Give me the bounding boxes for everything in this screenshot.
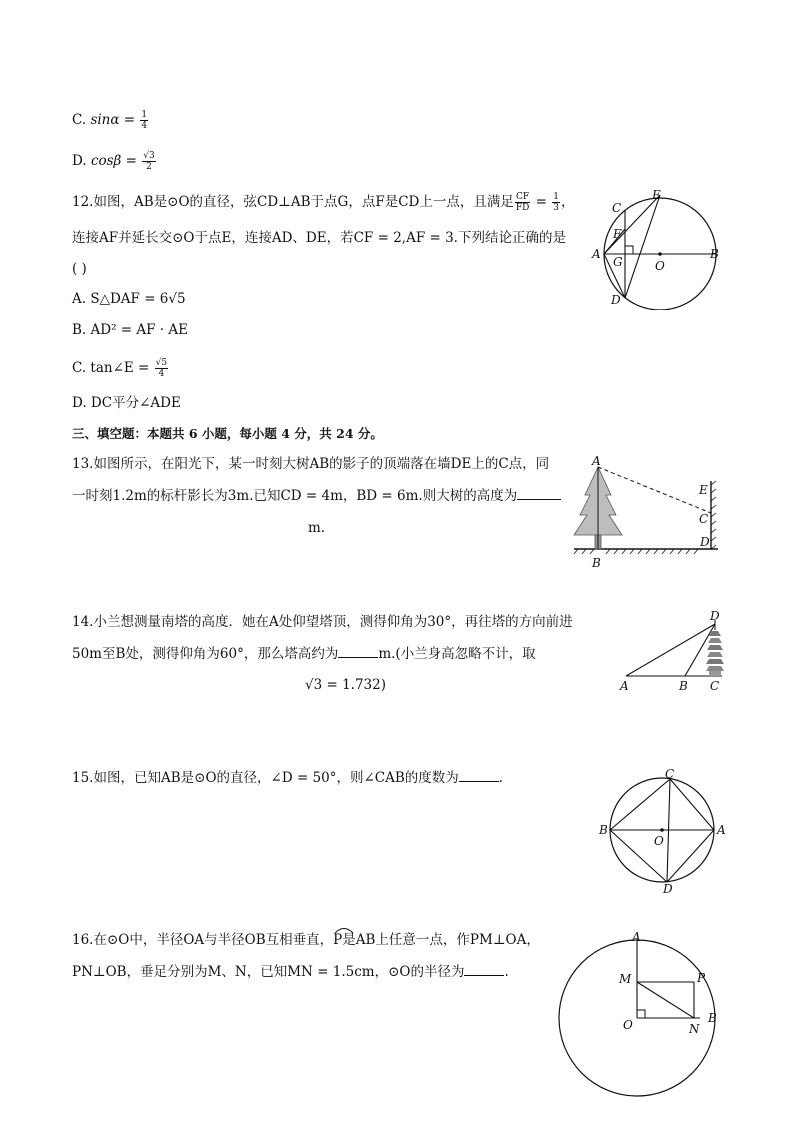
- arc-mark-icon: [333, 924, 355, 934]
- fraction: $\frac{1}{4}$: [141, 110, 148, 131]
- label-a: A: [620, 679, 629, 692]
- label-b: B: [710, 247, 719, 261]
- label-o: O: [623, 1018, 633, 1032]
- q12-stem-line3: ( ): [72, 261, 87, 277]
- q16-stem-line1: 16.在⊙O中，半径OA与半径OB互相垂直，P是AB上任意一点，作PM⊥OA，: [72, 932, 540, 948]
- label-a: A: [592, 454, 601, 468]
- center-dot: [660, 828, 664, 832]
- fraction: $\frac{√5}{4}$: [155, 358, 168, 379]
- q12-option-a: A. S△DAF = 6√5: [72, 291, 186, 307]
- fraction: $\frac{1}{3}$: [553, 192, 559, 213]
- answer-blank[interactable]: [464, 963, 504, 976]
- sun-ray-ac: [598, 467, 711, 513]
- answer-blank[interactable]: [517, 487, 561, 500]
- label-e: E: [699, 483, 708, 497]
- fraction: $\frac{√3}{2}$: [143, 151, 155, 172]
- q13-stem-line1: 13.如图所示，在阳光下，某一时刻大树AB的影子的顶端落在墙DE上的C点，同: [72, 456, 550, 472]
- q13-stem-line3: m.: [308, 520, 326, 536]
- label-a: A: [717, 823, 726, 837]
- label-p: P: [697, 971, 706, 985]
- pagoda-icon: [706, 620, 724, 676]
- label-a: A: [632, 930, 641, 944]
- label-o: O: [654, 834, 664, 848]
- label-m: M: [619, 972, 632, 986]
- q15-stem: 15.如图，已知AB是⊙O的直径，∠D = 50°，则∠CAB的度数为 .: [72, 770, 504, 786]
- q12-option-d: D. DC平分∠ADE: [72, 395, 181, 411]
- label-o: O: [655, 259, 665, 273]
- label-c: C: [710, 679, 720, 692]
- label-e: E: [652, 188, 661, 202]
- label-d: D: [611, 293, 621, 307]
- q12-stem-line1: 12.如图，AB是⊙O的直径，弦CD⊥AB于点G，点F是CD上一点，且满足 $\frac{CF}{FD}$ = $\frac{1}{3}$ ，: [72, 192, 575, 213]
- q14-stem-line1: 14.小兰想测量南塔的高度．她在A处仰望塔顶，测得仰角为30°，再往塔的方向前进: [72, 614, 573, 630]
- label-b: B: [599, 823, 608, 837]
- label-n: N: [689, 1022, 700, 1036]
- label-d: D: [710, 609, 720, 623]
- section-header: 三、填空题：本题共 6 小题，每小题 4 分，共 24 分。: [72, 426, 383, 441]
- right-angle-mark: [637, 1010, 645, 1018]
- label-g: G: [613, 255, 623, 269]
- label-c: C: [665, 768, 675, 781]
- label-b: B: [592, 556, 601, 570]
- q14-tower-figure: [618, 608, 730, 692]
- q13-tree-figure: [568, 453, 728, 573]
- answer-blank[interactable]: [338, 645, 378, 658]
- answer-blank[interactable]: [459, 769, 499, 782]
- label-b: B: [708, 1011, 717, 1025]
- segment-mn: [637, 982, 694, 1018]
- wall-hatch: [711, 481, 716, 549]
- label-d: D: [663, 882, 673, 893]
- center-dot: [658, 252, 662, 256]
- q12-stem-line2: 连接AF并延长交⊙O于点E，连接AD、DE，若CF = 2,AF = 3.下列结论正确的是: [72, 230, 566, 246]
- right-angle-mark: [625, 246, 633, 254]
- q11-option-d: D. cosβ = $\frac{√3}{2}$: [72, 151, 155, 172]
- label-c: C: [699, 512, 709, 526]
- q12-option-c: C. tan∠E = $\frac{√5}{4}$: [72, 358, 168, 379]
- q12-option-b: B. AD² = AF · AE: [72, 322, 188, 338]
- label-d: D: [700, 535, 710, 549]
- q12-circle-figure: [585, 185, 730, 310]
- ground-hatch: [574, 549, 698, 554]
- q13-stem-line2: 一时刻1.2m的标杆影长为3m.已知CD = 4m，BD = 6m.则大树的高度为: [72, 487, 561, 505]
- q16-stem-line2: PN⊥OB，垂足分别为M、N，已知MN = 1.5cm，⊙O的半径为 .: [72, 964, 509, 980]
- label-f: F: [613, 227, 622, 241]
- label-a: A: [592, 247, 601, 261]
- label-b: B: [679, 679, 688, 692]
- chord-bc: [610, 779, 670, 830]
- q15-circle-figure: [594, 768, 729, 893]
- q14-stem-line3: √3 = 1.732): [305, 677, 386, 693]
- q16-circle-figure: [555, 925, 730, 1100]
- q14-stem-line2: 50m至B处，测得仰角为60°，那么塔高约为 m.(小兰身高忽略不计，取: [72, 646, 536, 662]
- q11-option-c: C. sinα = $\frac{1}{4}$: [72, 110, 148, 131]
- sight-ad: [626, 624, 715, 676]
- fraction: $\frac{CF}{FD}$: [515, 192, 530, 213]
- label-c: C: [612, 201, 622, 215]
